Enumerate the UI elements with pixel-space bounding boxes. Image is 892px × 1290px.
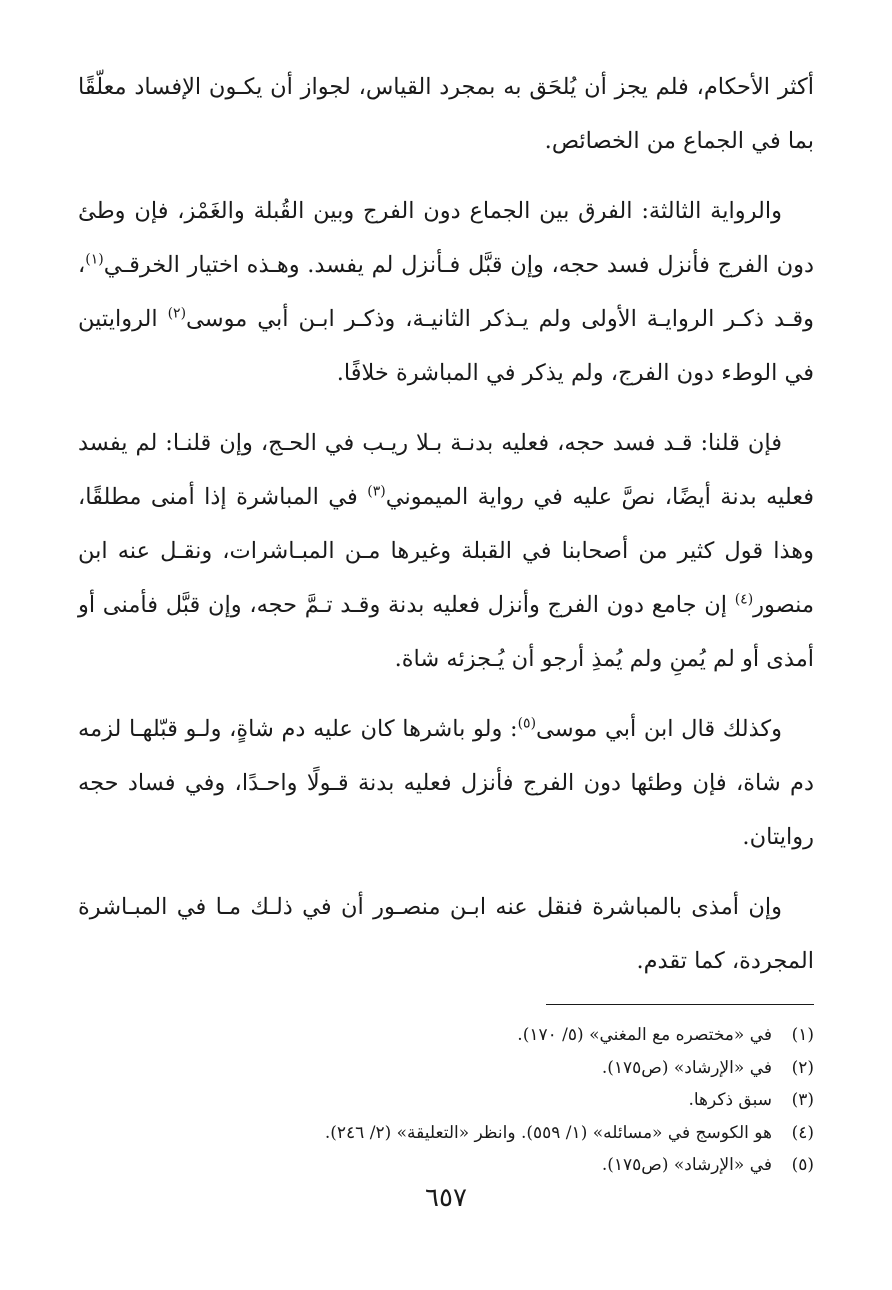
page-number: ٦٥٧ [425, 1183, 467, 1213]
footnote [78, 1052, 814, 1085]
footnote-separator [546, 1004, 814, 1005]
footnote-number: (١) [791, 1025, 814, 1045]
text-run: في المباشرة إذا أمنى مطلقًا، وهذا قول كثير من أصحابنا في القبلة وغيرها مـن المبـاشرات، ونقـل عنه ابن منصور [78, 484, 814, 618]
footnote-text: في «مختصره مع المغني» (٥/ ١٧٠). [517, 1025, 772, 1045]
footnote-marker: (٤) [734, 591, 754, 608]
text-run: ، وقـد ذكـر الروايـة الأولى ولم يـذكر الثانيـة، وذكـر ابـن أبي موسى [78, 252, 814, 332]
footnote-text: هو الكوسج في «مسائله» (١/ ٥٥٩). وانظر «التعليقة» (٢/ ٢٤٦). [324, 1122, 772, 1143]
paragraph [78, 880, 814, 988]
footnote-number: (٥) [791, 1155, 814, 1175]
footnote [78, 1019, 814, 1052]
text-run: والرواية الثالثة: الفرق بين الجماع دون الفرج وبين القُبلة والغَمْز، فإن وطئ دون الفرج فأنزل فسد حجه، وإن قبَّل فـأنزل لم يفسد. وهـذه اختيار الخرقـي [78, 198, 814, 278]
footnote-marker: (٢) [167, 305, 187, 322]
footnote-text: في «الإرشاد» (ص١٧٥). [601, 1155, 772, 1175]
footnote-number: (٣) [791, 1090, 814, 1110]
main-text [78, 60, 814, 988]
text-run: إن جامع دون الفرج وأنزل فعليه بدنة وقـد تـمَّ حجه، وإن قبَّل فأمنى أو أمذى أو لم يُمنِ ولم يُمذِ أرجو أن يُـجزئه شاة. [78, 592, 814, 672]
footnotes-list [78, 1019, 814, 1182]
footnote [78, 1084, 814, 1117]
text-run: أكثر الأحكام، فلم يجز أن يُلحَق به بمجرد القياس، لجواز أن يكـون الإفساد معلّقًا بما في الجماع من الخصائص. [78, 74, 814, 154]
paragraph [78, 184, 814, 400]
footnote-number: (٢) [791, 1057, 814, 1078]
footnote-marker: (١) [85, 251, 104, 268]
footnote [78, 1149, 814, 1182]
footnote [78, 1117, 814, 1150]
text-run: وكذلك قال ابن أبي موسى [536, 716, 782, 742]
text-run: فإن قلنا: قـد فسد حجه، فعليه بدنـة بـلا ريـب في الحـج، وإن قلنـا: لم يفسد فعليه بدنة أيضًا، نصَّ عليه في رواية الميموني [78, 430, 814, 510]
footnote-marker: (٣) [367, 483, 386, 500]
page-body [78, 60, 814, 1290]
footnote-text: سبق ذكرها. [688, 1090, 772, 1110]
text-run: الروايتين في الوطء دون الفرج، ولم يذكر في المباشرة خلافًا. [78, 306, 814, 386]
paragraph [78, 702, 814, 864]
text-run: وإن أمذى بالمباشرة فنقل عنه ابـن منصـور أن في ذلـك مـا في المبـاشرة المجردة، كما تقدم. [78, 894, 814, 974]
paragraph [78, 60, 814, 168]
footnote-marker: (٥) [517, 715, 537, 732]
footnote-number: (٤) [791, 1122, 814, 1143]
text-run: : ولو باشرها كان عليه دم شاةٍ، ولـو قبّلهـا لزمه دم شاة، فإن وطئها دون الفرج فأنزل فعليه بدنة قـولًا واحـدًا، وفي فساد حجه روايتان. [78, 716, 814, 850]
footnote-text: في «الإرشاد» (ص١٧٥). [601, 1057, 772, 1078]
paragraph [78, 416, 814, 686]
